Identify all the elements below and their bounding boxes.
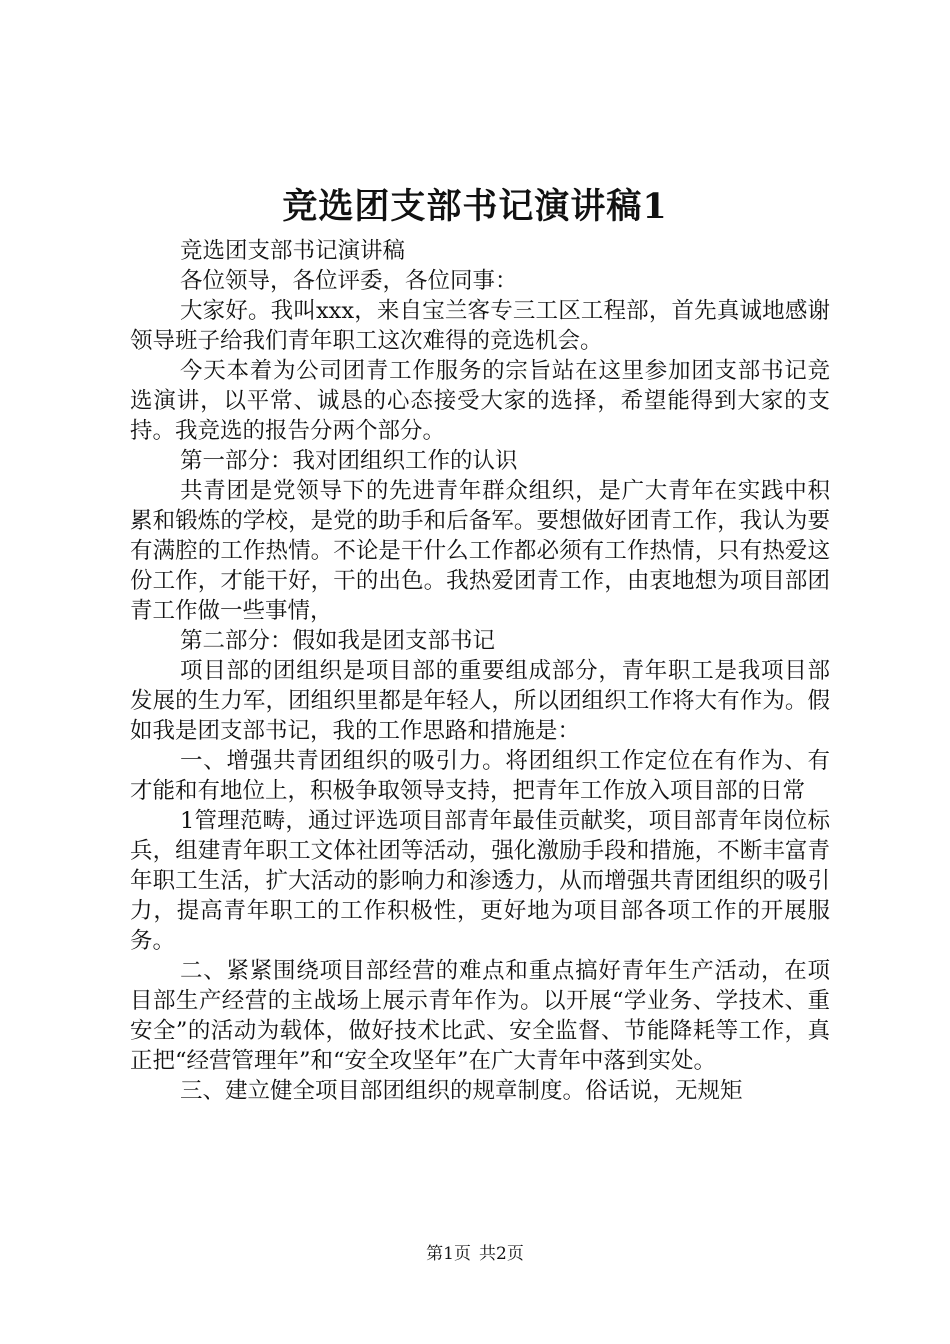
section-heading-part-two: 第二部分：假如我是团支部书记 <box>180 628 496 654</box>
paragraph-heading: 竞选团支部书记演讲稿 <box>180 238 406 264</box>
page-footer <box>0 1243 950 1265</box>
section-heading-part-one: 第一部分：我对团组织工作的认识 <box>180 448 518 474</box>
paragraph: 1管理范畴，通过评选项目部青年最佳贡献奖，项目部青年岗位标兵，组建青年职工文体社团等活动，强化激励手段和措施，不断丰富青年职工生活，扩大活动的影响力和渗透力，从而增强共青团组织的吸引力，提高青年职工的工作积极性，更好地为项目部各项工作的开展服务。 <box>130 808 830 954</box>
document-body <box>130 236 830 1106</box>
paragraph: 大家好。我叫xxx，来自宝兰客专三工区工程部，首先真诚地感谢领导班子给我们青年职工这次难得的竞选机会。 <box>130 298 830 354</box>
document-title: 竞选团支部书记演讲稿1 <box>282 186 668 227</box>
paragraph: 二、紧紧围绕项目部经营的难点和重点搞好青年生产活动，在项目部生产经营的主战场上展示青年作为。以开展“学业务、学技术、重安全”的活动为载体，做好技术比武、安全监督、节能降耗等工作，真正把“经营管理年”和“安全攻坚年”在广大青年中落到实处。 <box>130 958 830 1074</box>
page-total: 共2页 <box>479 1244 524 1264</box>
page-number: 第1页 <box>426 1244 471 1264</box>
paragraph: 今天本着为公司团青工作服务的宗旨站在这里参加团支部书记竞选演讲，以平常、诚恳的心态接受大家的选择，希望能得到大家的支持。我竞选的报告分两个部分。 <box>130 358 830 444</box>
paragraph: 三、建立健全项目部团组织的规章制度。俗话说，无规矩 <box>180 1078 743 1104</box>
paragraph-salutation: 各位领导，各位评委，各位同事： <box>180 268 518 294</box>
paragraph: 共青团是党领导下的先进青年群众组织，是广大青年在实践中积累和锻炼的学校，是党的助手和后备军。要想做好团青工作，我认为要有满腔的工作热情。不论是干什么工作都必须有工作热情，只有热爱这份工作，才能干好，干的出色。我热爱团青工作，由衷地想为项目部团青工作做一些事情， <box>130 478 830 624</box>
paragraph: 一、增强共青团组织的吸引力。将团组织工作定位在有作为、有才能和有地位上，积极争取领导支持，把青年工作放入项目部的日常 <box>130 748 830 804</box>
paragraph: 项目部的团组织是项目部的重要组成部分，青年职工是我项目部发展的生力军，团组织里都是年轻人，所以团组织工作将大有作为。假如我是团支部书记，我的工作思路和措施是： <box>130 658 830 744</box>
